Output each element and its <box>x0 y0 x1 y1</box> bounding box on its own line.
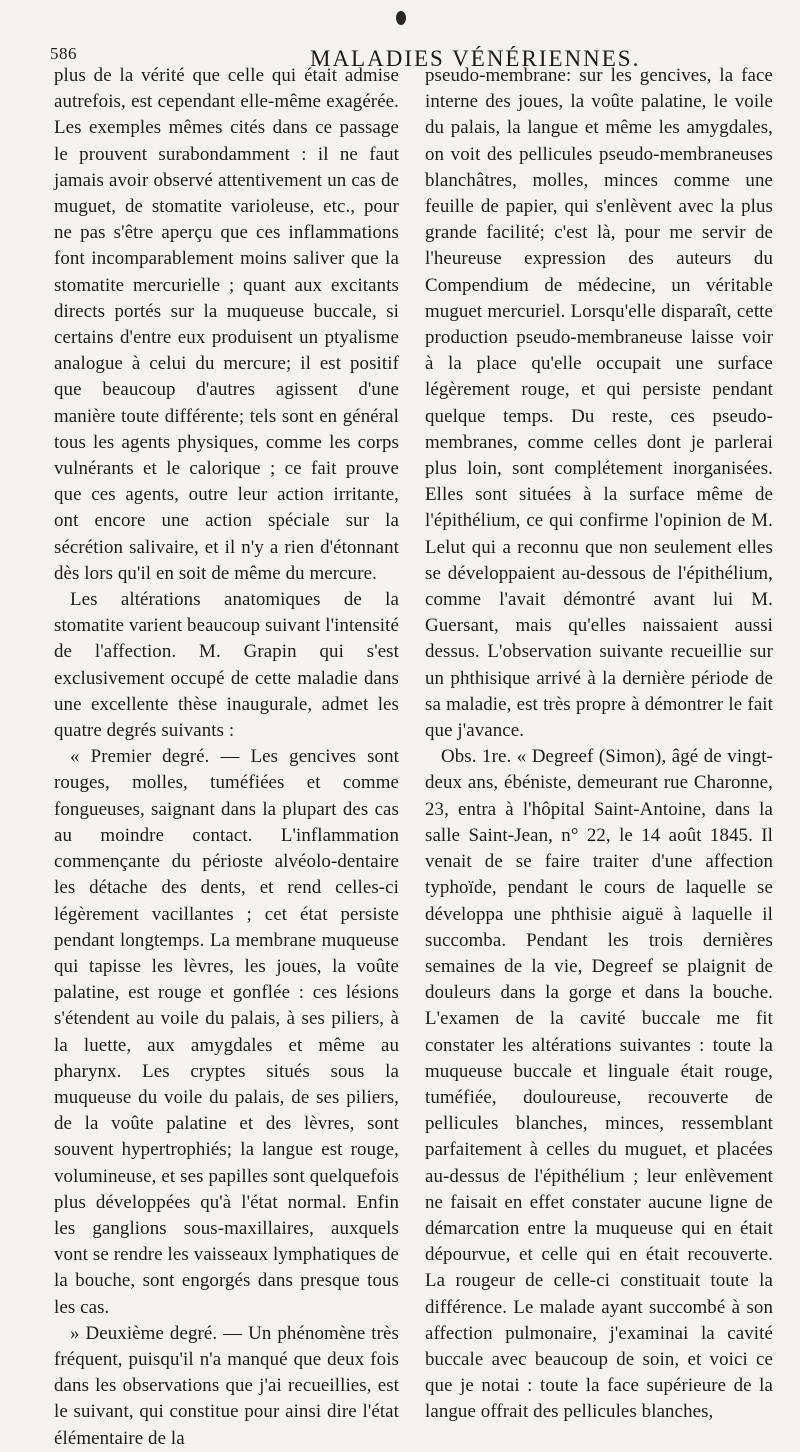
right-column <box>425 63 773 1426</box>
page-header <box>0 20 800 71</box>
paragraph: « Premier degré. — Les gencives sont rouges, molles, tuméfiées et comme fongueuses, saignant dans la plupart des cas au moindre contact. L'inflammation commençante du périoste alvéolo-dentaire les détache des dents, et rend celles-ci légèrement vacillantes ; cet état persiste pendant longtemps. La membrane muqueuse qui tapisse les lèvres, les joues, la voûte palatine, est rouge et gonflée : ces lésions s'étendent au voile du palais, à ses piliers, à la luette, aux amygdales et même au pharynx. Les cryptes situés sous la muqueuse du voile du palais, de ses piliers, de la voûte palatine et des lèvres, sont souvent hypertrophiés; la langue est rouge, volumineuse, et ses papilles sont quelquefois plus développées qu'à l'état normal. Enfin les ganglions sous-maxillaires, auxquels vont se rendre les vaisseaux lymphatiques de la bouche, sont engorgés dans presque tous les cas. <box>54 746 399 1318</box>
paragraph: » Deuxième degré. — Un phénomène très fréquent, puisqu'il n'a manqué que deux fois dans les observations que j'ai recueillies, est le suivant, qui constitue pour ainsi dire l'état élémentaire de la <box>54 1322 399 1449</box>
paragraph: plus de la vérité que celle qui était admise autrefois, est cependant elle-même exagérée. Les exemples mêmes cités dans ce passage le prouvent surabondamment : il ne faut jamais avoir observé attentivement un cas de muguet, de stomatite varioleuse, etc., pour ne pas s'être aperçu que ces inflammations font incomparablement moins saliver que la stomatite mercurielle ; quant aux excitants directs portés sur la muqueuse buccale, si certains d'entre eux produisent un ptyalisme analogue à celui du mercure; il est positif que beaucoup d'autres agissent d'une manière toute différente; tels sont en général tous les agents physiques, comme les corps vulnérants et le calorique ; ce fait prouve que ces agents, outre leur action irritante, ont encore une action spéciale sur la sécrétion salivaire, et il n'y a rien d'étonnant dès lors qu'il en soit de même du mercure. <box>54 65 399 584</box>
running-head: MALADIES VÉNÉRIENNES. <box>310 46 641 71</box>
page-number: 586 <box>50 44 77 63</box>
paragraph: pseudo-membrane: sur les gencives, la face interne des joues, la voûte palatine, le voile du palais, la langue et même les amygdales, on voit des pellicules pseudo-membraneuses blanchâtres, molles, minces comme une feuille de papier, qui s'enlèvent avec la plus grande facilité; c'est là, pour me servir de l'heureuse expression des auteurs du Compendium de médecine, un véritable muguet mercuriel. Lorsqu'elle disparaît, cette production pseudo-membraneuse laisse voir à la place qu'elle occupait une surface légèrement rouge, et qui persiste pendant quelque temps. Du reste, ces pseudo-membranes, comme celles dont je parlerai plus loin, sont complétement inorganisées. Elles sont situées à la surface même de l'épithélium, ce qui confirme l'opinion de M. Lelut qui a reconnu que non seulement elles se développaient au-dessous de l'épithélium, comme l'avait démontré avant lui M. Guersant, mais qu'elles naissaient aussi dessus. L'observation suivante recueillie sur un phthisique arrivé à la dernière période de sa maladie, est très propre à démontrer le fait que j'avance. <box>425 65 773 742</box>
paragraph: Les altérations anatomiques de la stomatite varient beaucoup suivant l'intensité de l'affection. M. Grapin qui s'est exclusivement occupé de cette maladie dans une excellente thèse inaugurale, admet les quatre degrés suivants : <box>54 589 399 742</box>
paragraph: Obs. 1re. « Degreef (Simon), âgé de vingt-deux ans, ébéniste, demeurant rue Charonne, 23, entra à l'hôpital Saint-Antoine, dans la salle Saint-Jean, n° 22, le 14 août 1845. Il venait de se faire traiter d'une affection typhoïde, pendant le cours de laquelle se développa une phthisie aiguë à laquelle il succomba. Pendant les trois dernières semaines de la vie, Degreef se plaignit de douleurs dans la gorge et dans la bouche. L'examen de la cavité buccale me fit constater les altérations suivantes : toute la muqueuse buccale et linguale était rouge, tuméfiée, douloureuse, recouverte de pellicules blanches, minces, ressemblant parfaitement à celles du muguet, et placées au-dessus de l'épithélium ; leur enlèvement ne faisait en effet constater aucune ligne de démarcation entre la muqueuse qui en était dépourvue, et celle qui en était recouverte. La rougeur de celle-ci constituait toute la différence. Le malade ayant succombé à son affection pulmonaire, j'examinai la cavité buccale avec beaucoup de soin, et voici ce que je notai : toute la face supérieure de la langue offrait des pellicules blanches, <box>425 746 773 1423</box>
left-column <box>54 63 399 1452</box>
